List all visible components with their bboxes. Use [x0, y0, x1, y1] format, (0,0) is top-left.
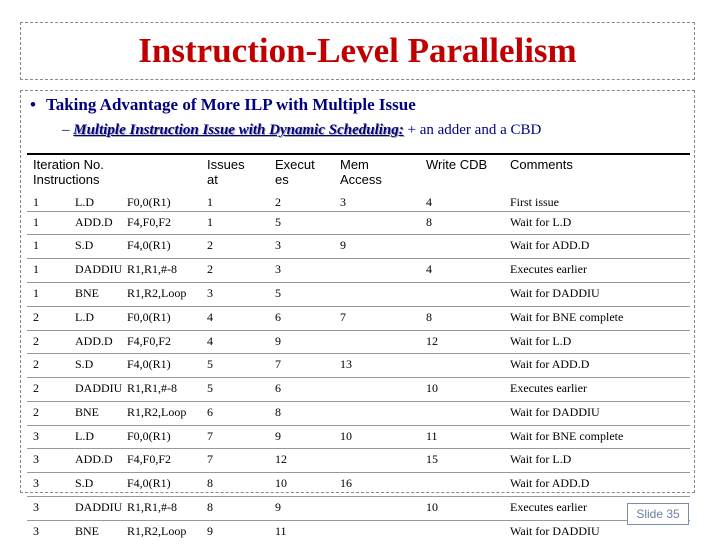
- cell-mem: 10: [340, 429, 352, 443]
- cell-exec: 3: [275, 262, 281, 276]
- cell-op: L.D: [75, 310, 94, 324]
- header-iteration: Iteration No. Instructions: [33, 157, 104, 187]
- table-row: [0, 452, 720, 472]
- cell-args: F0,0(R1): [127, 310, 171, 324]
- cell-iter: 2: [33, 334, 39, 348]
- header-mem-access: Mem Access: [340, 157, 382, 187]
- table-row: [0, 524, 720, 544]
- cell-comment: Wait for DADDIU: [510, 286, 600, 300]
- cell-exec: 3: [275, 238, 281, 252]
- title-frame: [20, 22, 695, 80]
- cell-args: R1,R2,Loop: [127, 286, 187, 300]
- row-divider: [27, 306, 690, 307]
- cell-issue: 1: [207, 195, 213, 209]
- cell-issue: 4: [207, 310, 213, 324]
- header-top-rule: [27, 153, 690, 155]
- cell-iter: 1: [33, 215, 39, 229]
- cell-op: BNE: [75, 405, 99, 419]
- cell-exec: 7: [275, 357, 281, 371]
- table-row: [0, 429, 720, 449]
- cell-op: DADDIU: [75, 500, 123, 514]
- cell-mem: 16: [340, 476, 352, 490]
- cell-exec: 5: [275, 215, 281, 229]
- bullet-text: Taking Advantage of More ILP with Multiple Issue: [45, 95, 416, 114]
- cell-comment: Wait for ADD.D: [510, 238, 590, 252]
- cell-exec: 2: [275, 195, 281, 209]
- table-row: [0, 238, 720, 258]
- row-divider: [27, 353, 690, 354]
- cell-issue: 8: [207, 500, 213, 514]
- cell-cdb: 12: [426, 334, 438, 348]
- table-row: [0, 500, 720, 520]
- row-divider: [27, 520, 690, 521]
- cell-exec: 11: [275, 524, 287, 538]
- cell-args: F4,F0,F2: [127, 215, 172, 229]
- cell-issue: 3: [207, 286, 213, 300]
- cell-cdb: 11: [426, 429, 438, 443]
- row-divider: [27, 258, 690, 259]
- cell-mem: 13: [340, 357, 352, 371]
- cell-comment: Executes earlier: [510, 381, 587, 395]
- cell-op: DADDIU: [75, 262, 123, 276]
- table-row: [0, 195, 720, 215]
- row-divider: [27, 472, 690, 473]
- cell-comment: Wait for BNE complete: [510, 310, 624, 324]
- cell-cdb: 10: [426, 500, 438, 514]
- cell-args: F4,0(R1): [127, 357, 171, 371]
- cell-comment: Wait for BNE complete: [510, 429, 624, 443]
- cell-args: F4,0(R1): [127, 238, 171, 252]
- cell-exec: 5: [275, 286, 281, 300]
- cell-cdb: 8: [426, 310, 432, 324]
- cell-issue: 7: [207, 452, 213, 466]
- cell-issue: 1: [207, 215, 213, 229]
- cell-exec: 10: [275, 476, 287, 490]
- cell-op: BNE: [75, 286, 99, 300]
- slide-title: Instruction-Level Parallelism: [138, 31, 577, 70]
- header-comments: Comments: [510, 157, 573, 172]
- row-divider: [27, 377, 690, 378]
- cell-op: L.D: [75, 429, 94, 443]
- sub-bullet: [62, 122, 541, 139]
- cell-issue: 5: [207, 357, 213, 371]
- cell-comment: Executes earlier: [510, 262, 587, 276]
- cell-iter: 2: [33, 310, 39, 324]
- row-divider: [27, 330, 690, 331]
- cell-comment: Wait for L.D: [510, 215, 572, 229]
- header-write-cdb: Write CDB: [426, 157, 488, 172]
- table-row: [0, 334, 720, 354]
- cell-mem: 3: [340, 195, 346, 209]
- cell-args: R1,R1,#-8: [127, 381, 178, 395]
- cell-op: ADD.D: [75, 215, 113, 229]
- cell-iter: 1: [33, 286, 39, 300]
- table-row: [0, 286, 720, 306]
- cell-issue: 6: [207, 405, 213, 419]
- cell-exec: 9: [275, 429, 281, 443]
- sub-bullet-dash: –: [62, 122, 70, 138]
- row-divider: [27, 282, 690, 283]
- cell-op: S.D: [75, 238, 94, 252]
- cell-issue: 9: [207, 524, 213, 538]
- cell-cdb: 4: [426, 262, 432, 276]
- cell-op: DADDIU: [75, 381, 123, 395]
- cell-iter: 3: [33, 452, 39, 466]
- bullet-point: [30, 95, 416, 115]
- cell-iter: 2: [33, 381, 39, 395]
- cell-args: F4,F0,F2: [127, 334, 172, 348]
- header-executes: Execut es: [275, 157, 315, 187]
- cell-op: ADD.D: [75, 334, 113, 348]
- cell-exec: 9: [275, 334, 281, 348]
- cell-exec: 9: [275, 500, 281, 514]
- cell-cdb: 4: [426, 195, 432, 209]
- cell-issue: 2: [207, 238, 213, 252]
- cell-iter: 3: [33, 429, 39, 443]
- cell-args: F4,F0,F2: [127, 452, 172, 466]
- row-divider: [27, 211, 690, 212]
- row-divider: [27, 234, 690, 235]
- cell-op: L.D: [75, 195, 94, 209]
- row-divider: [27, 425, 690, 426]
- cell-comment: Wait for ADD.D: [510, 357, 590, 371]
- table-row: [0, 215, 720, 235]
- cell-iter: 3: [33, 476, 39, 490]
- cell-args: R1,R2,Loop: [127, 524, 187, 538]
- cell-mem: 7: [340, 310, 346, 324]
- cell-cdb: 15: [426, 452, 438, 466]
- cell-mem: 9: [340, 238, 346, 252]
- cell-issue: 8: [207, 476, 213, 490]
- row-divider: [27, 496, 690, 497]
- cell-comment: First issue: [510, 195, 560, 209]
- cell-cdb: 8: [426, 215, 432, 229]
- table-row: [0, 381, 720, 401]
- cell-exec: 12: [275, 452, 287, 466]
- slide-number: Slide 35: [627, 503, 689, 525]
- header-issues: Issues at: [207, 157, 245, 187]
- table-row: [0, 310, 720, 330]
- cell-iter: 2: [33, 405, 39, 419]
- cell-issue: 4: [207, 334, 213, 348]
- bullet-dot-icon: •: [30, 95, 36, 114]
- cell-issue: 7: [207, 429, 213, 443]
- cell-args: F4,0(R1): [127, 476, 171, 490]
- cell-exec: 6: [275, 310, 281, 324]
- cell-args: R1,R2,Loop: [127, 405, 187, 419]
- cell-iter: 2: [33, 357, 39, 371]
- cell-op: ADD.D: [75, 452, 113, 466]
- sub-bullet-emphasis: Multiple Instruction Issue with Dynamic Scheduling:: [73, 122, 404, 138]
- cell-iter: 1: [33, 195, 39, 209]
- cell-exec: 6: [275, 381, 281, 395]
- cell-op: BNE: [75, 524, 99, 538]
- cell-op: S.D: [75, 357, 94, 371]
- table-row: [0, 405, 720, 425]
- cell-args: F0,0(R1): [127, 195, 171, 209]
- cell-comment: Wait for DADDIU: [510, 524, 600, 538]
- cell-comment: Wait for ADD.D: [510, 476, 590, 490]
- cell-cdb: 10: [426, 381, 438, 395]
- cell-iter: 1: [33, 262, 39, 276]
- cell-args: F0,0(R1): [127, 429, 171, 443]
- cell-iter: 3: [33, 524, 39, 538]
- cell-comment: Executes earlier: [510, 500, 587, 514]
- cell-args: R1,R1,#-8: [127, 500, 178, 514]
- sub-bullet-rest: + an adder and a CBD: [407, 122, 542, 138]
- cell-comment: Wait for L.D: [510, 452, 572, 466]
- cell-iter: 1: [33, 238, 39, 252]
- row-divider: [27, 401, 690, 402]
- cell-args: R1,R1,#-8: [127, 262, 178, 276]
- cell-comment: Wait for L.D: [510, 334, 572, 348]
- table-row: [0, 262, 720, 282]
- cell-exec: 8: [275, 405, 281, 419]
- cell-iter: 3: [33, 500, 39, 514]
- cell-issue: 5: [207, 381, 213, 395]
- cell-comment: Wait for DADDIU: [510, 405, 600, 419]
- cell-op: S.D: [75, 476, 94, 490]
- table-row: [0, 476, 720, 496]
- table-row: [0, 357, 720, 377]
- cell-issue: 2: [207, 262, 213, 276]
- row-divider: [27, 448, 690, 449]
